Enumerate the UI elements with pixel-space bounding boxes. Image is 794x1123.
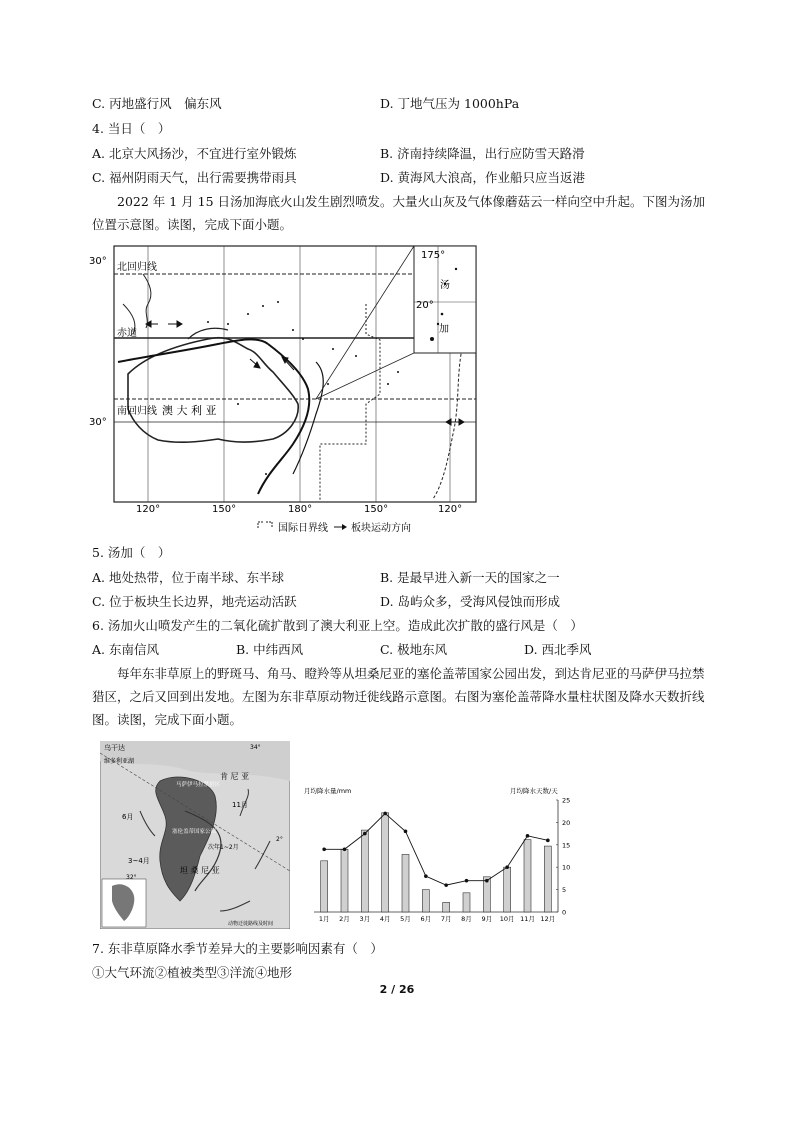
y-tick-label-right: 15 bbox=[562, 841, 571, 850]
y-tick-label-right: 10 bbox=[562, 863, 571, 872]
rain-days-point bbox=[363, 832, 367, 836]
precip-bar bbox=[422, 890, 429, 912]
x-tick-label: 2月 bbox=[339, 915, 350, 923]
lon-label: 120° bbox=[136, 504, 161, 515]
rain-days-point bbox=[444, 883, 448, 887]
rain-days-point bbox=[343, 847, 347, 851]
q4-stem: 4. 当日（ ） bbox=[92, 121, 171, 136]
page-number: 2 / 26 bbox=[379, 983, 415, 996]
y-tick-label-right: 25 bbox=[562, 796, 571, 805]
australia-label: 澳 大 利 亚 bbox=[162, 404, 217, 417]
lat-30n-label: 30° bbox=[89, 256, 107, 267]
q3-option-d: D. 丁地气压为 1000hPa bbox=[380, 96, 520, 111]
rain-days-point bbox=[383, 812, 387, 816]
precip-bar bbox=[382, 813, 389, 912]
inset-lon-label: 175° bbox=[421, 250, 446, 261]
migration-map bbox=[100, 741, 290, 929]
chart-ylabel-right: 月均降水天数/天 bbox=[510, 787, 558, 795]
precip-bar bbox=[321, 861, 328, 912]
y-tick-label-right: 20 bbox=[562, 818, 571, 827]
q6-stem: 6. 汤加火山喷发产生的二氧化硫扩散到了澳大利亚上空。造成此次扩散的盛行风是（ ） bbox=[92, 618, 583, 633]
x-tick-label: 7月 bbox=[440, 915, 452, 923]
x-tick-label: 3月 bbox=[359, 915, 371, 923]
serengeti-intro: 每年东非草原上的野斑马、角马、瞪羚等从坦桑尼亚的塞伦盖蒂国家公园出发，到达肯尼亚的马萨伊马拉禁猎区，之后又回到出发地。左图为东非草原动物迁徙线路示意图。右图为塞伦盖蒂降水量柱状图及降水天数折线图。读图，完成下面小题。 bbox=[92, 666, 705, 727]
dateline-legend-icon bbox=[258, 522, 272, 528]
tonga-intro: 2022 年 1 月 15 日汤加海底火山发生剧烈喷发。大量火山灰及气体像蘑菇云一样向空中升起。下图为汤加位置示意图。读图，完成下面小题。 bbox=[92, 194, 706, 232]
precip-bar bbox=[402, 854, 409, 912]
precip-bar bbox=[341, 849, 348, 912]
x-tick-label: 11月 bbox=[520, 915, 535, 923]
q5-option-d: D. 岛屿众多，受海风侵蚀而形成 bbox=[380, 594, 561, 609]
x-tick-label: 4月 bbox=[379, 915, 391, 923]
precip-bar bbox=[524, 840, 531, 912]
lon-2s-label: 2° bbox=[276, 836, 283, 843]
y-tick-label-right: 5 bbox=[562, 886, 567, 895]
x-tick-label: 12月 bbox=[540, 915, 556, 923]
uganda-label: 乌干达 bbox=[104, 744, 125, 752]
x-tick-label: 1月 bbox=[318, 915, 330, 923]
precip-bar bbox=[463, 893, 470, 912]
x-tick-label: 5月 bbox=[400, 915, 411, 923]
q5-option-b: B. 是最早进入新一天的国家之一 bbox=[380, 570, 560, 585]
q6-option-d: D. 西北季风 bbox=[524, 642, 592, 657]
q4-option-a: A. 北京大风扬沙，不宜进行室外锻炼 bbox=[92, 146, 297, 161]
jan-feb-label: 次年1~2月 bbox=[208, 844, 239, 851]
migration-legend-label: 动物迁徙路线及时间 bbox=[228, 921, 274, 927]
climate-chart bbox=[300, 784, 582, 929]
x-tick-label: 8月 bbox=[461, 915, 472, 923]
nov-label: 11月 bbox=[232, 801, 248, 809]
rain-days-point bbox=[404, 830, 408, 834]
lon-label: 120° bbox=[438, 504, 463, 515]
serengeti-label: 塞伦盖蒂国家公园 bbox=[172, 829, 217, 835]
rain-days-point bbox=[546, 839, 550, 843]
lon-label: 180° bbox=[288, 504, 313, 515]
q6-option-a: A. 东南信风 bbox=[92, 642, 159, 657]
legend-dateline-label: 国际日界线 bbox=[278, 523, 328, 534]
inset-tang-label: 汤 bbox=[440, 280, 450, 291]
tropic-south-label: 南回归线 bbox=[117, 406, 157, 417]
q6-option-c: C. 极地东风 bbox=[380, 642, 448, 657]
q5-option-a: A. 地处热带，位于南半球、东半球 bbox=[92, 570, 284, 585]
q6-option-b: B. 中纬西风 bbox=[236, 642, 304, 657]
precip-bar bbox=[504, 867, 511, 912]
rain-days-point bbox=[465, 879, 469, 883]
q4-option-c: C. 福州阴雨天气，出行需要携带雨具 bbox=[92, 170, 297, 185]
precip-bar bbox=[361, 830, 368, 912]
precip-bar bbox=[544, 846, 551, 912]
rain-days-line bbox=[324, 813, 548, 885]
lon-label: 150° bbox=[364, 504, 389, 515]
tropic-north-label: 北回归线 bbox=[117, 262, 157, 273]
chart-ylabel-left: 月均降水量/mm bbox=[304, 787, 352, 795]
mar-apr-label: 3~4月 bbox=[128, 857, 150, 865]
rain-days-point bbox=[322, 847, 326, 851]
q4-option-b: B. 济南持续降温，出行应防雪天路滑 bbox=[380, 146, 585, 161]
x-tick-label: 6月 bbox=[420, 915, 432, 923]
jun-label: 6月 bbox=[122, 813, 134, 821]
x-tick-label: 9月 bbox=[481, 915, 493, 923]
tanzania-label: 坦 桑 尼 亚 bbox=[180, 866, 220, 875]
inset-lat-label: 20° bbox=[416, 300, 434, 311]
kenya-label: 肯 尼 亚 bbox=[220, 772, 250, 781]
rain-days-point bbox=[424, 874, 428, 878]
lat-32-label: 32° bbox=[126, 874, 137, 881]
rain-days-point bbox=[526, 834, 530, 838]
x-tick-label: 10月 bbox=[499, 915, 515, 923]
inset-jia-label: 加 bbox=[439, 324, 449, 335]
masai-label: 马萨伊马拉禁猎区 bbox=[176, 782, 221, 788]
legend-plate-label: 板块运动方向 bbox=[351, 523, 411, 534]
rain-days-point bbox=[485, 879, 489, 883]
q5-option-c: C. 位于板块生长边界，地壳运动活跃 bbox=[92, 594, 297, 609]
tonga-location-map bbox=[88, 244, 488, 540]
lat-30s-label: 30° bbox=[89, 417, 107, 428]
y-tick-label-right: 0 bbox=[562, 908, 567, 917]
q4-option-d: D. 黄海风大浪高，作业船只应当返港 bbox=[380, 170, 586, 185]
rain-days-point bbox=[505, 865, 509, 869]
lat-34-label: 34° bbox=[250, 744, 261, 751]
q5-stem: 5. 汤加（ ） bbox=[92, 545, 171, 560]
q7-options: ①大气环流②植被类型③洋流④地形 bbox=[92, 965, 293, 980]
precip-bar bbox=[443, 902, 450, 912]
equator-label: 赤道 bbox=[117, 328, 137, 339]
q7-stem: 7. 东非草原降水季节差异大的主要影响因素有（ ） bbox=[92, 941, 383, 956]
victoria-label: 维多利亚湖 bbox=[104, 758, 135, 765]
lon-label: 150° bbox=[212, 504, 237, 515]
q3-option-c: C. 丙地盛行风 偏东风 bbox=[92, 96, 222, 111]
